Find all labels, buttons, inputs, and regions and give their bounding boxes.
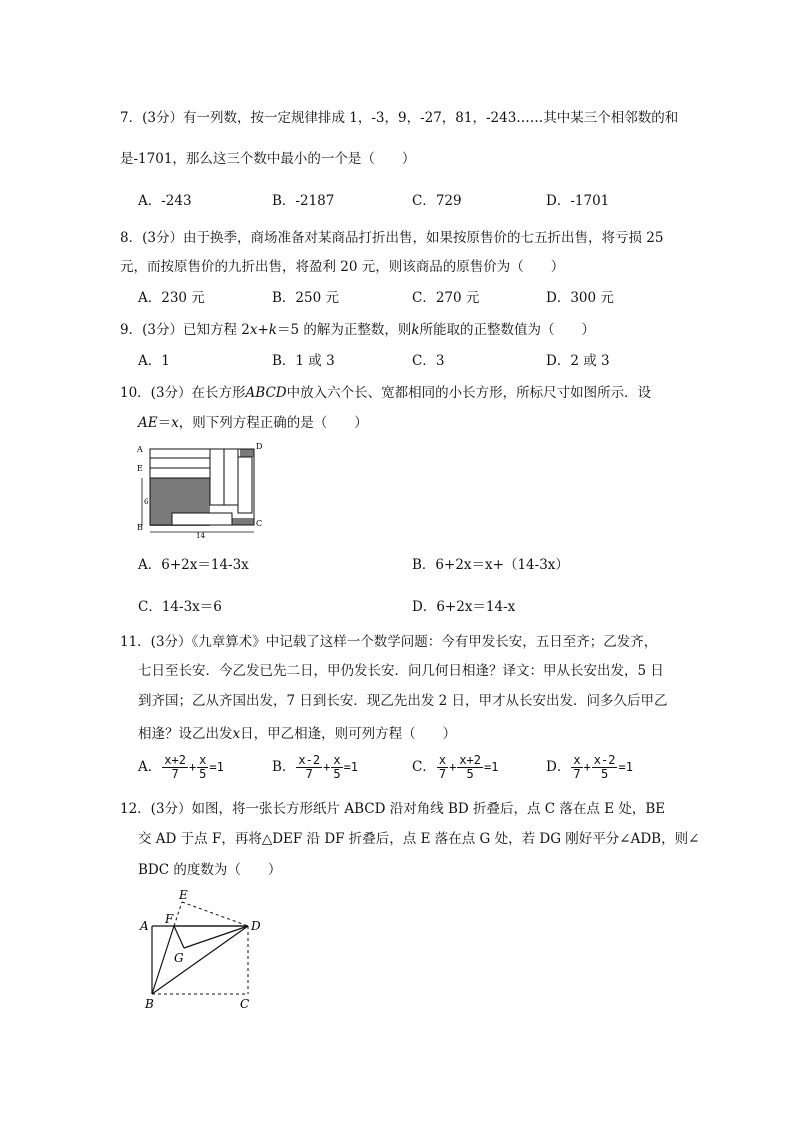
q9-option-a[interactable]: A．1	[138, 353, 170, 369]
q11-line4-pre: 相逢？设乙出发	[138, 726, 233, 742]
q11-option-a-frac2: $\frac{x}{5}$	[199, 753, 207, 781]
q9-var-x: x	[249, 322, 258, 338]
q10-label-6: 6	[144, 498, 149, 506]
q11-option-b-frac1: $\frac{x-2}{7}$	[298, 753, 321, 781]
q10-small-rect-6	[172, 513, 232, 525]
q10-abcd: ABCD	[245, 385, 287, 401]
q8-option-d[interactable]: D．300 元	[546, 290, 614, 306]
q7-line2: 是-1701，那么这三个数中最小的一个是（ ）	[120, 151, 416, 167]
q10-label-e: E	[137, 464, 143, 473]
q11-option-c-frac1: $\frac{x}{7}$	[438, 753, 447, 781]
q12-line1: 12．(3分）如图，将一张长方形纸片 ABCD 沿对角线 BD 折叠后，点 C 落在点 E 处，BE	[120, 801, 666, 817]
q8-line1: 8．(3分）由于换季，商场准备对某商品打折出售，如果按原售价的七五折出售，将亏损 25	[120, 230, 664, 246]
q11-option-c-label: C．	[412, 759, 436, 775]
q12-segment-fe	[174, 902, 182, 926]
q10-option-d[interactable]: D．6+2x＝14-x	[412, 599, 516, 615]
q10-label-14: 14	[196, 532, 205, 540]
q12-figure	[134, 886, 274, 1014]
q10-ae: AE	[138, 415, 158, 431]
q10-eq: ＝	[157, 415, 172, 431]
q12-segment-ed	[182, 902, 248, 926]
q12-segment-fg	[174, 926, 184, 948]
q10-label-c: C	[256, 519, 263, 528]
q11-option-d-frac2: $\frac{x-2}{5}$	[593, 753, 616, 781]
q11-line2: 七日至长安．今乙发已先二日，甲仍发长安．问几何日相逢？译文：甲从长安出发，5 日	[138, 663, 664, 679]
q11-x: x	[232, 726, 241, 742]
q12-segment-gd	[184, 926, 248, 948]
q8-option-b[interactable]: B．250 元	[272, 290, 339, 306]
q10-small-rect-5	[238, 457, 252, 513]
q11-option-d-label: D．	[546, 759, 571, 775]
q12-label-b: B	[145, 997, 154, 1011]
q10-option-c[interactable]: C．14-3x＝6	[138, 599, 222, 615]
q11-option-b-frac2: $\frac{x}{5}$	[333, 753, 341, 781]
q7-option-b[interactable]: B．-2187	[272, 193, 335, 209]
q11-option-c-frac2: $\frac{x+2}{5}$	[459, 753, 481, 781]
q9-stem	[120, 320, 595, 340]
q12-label-d: D	[251, 919, 261, 933]
q11-option-a[interactable]: A． $\frac{x+2}{7}$ + $\frac{x}{5}$ =1	[138, 753, 224, 781]
q8-option-c[interactable]: C．270 元	[412, 290, 480, 306]
q12-label-e: E	[179, 888, 188, 902]
q11-line1: 11．(3分）《九章算术》中记载了这样一个数学问题：今有甲发长安，五日至齐；乙发齐，	[120, 634, 658, 650]
q11-option-d[interactable]: D． $\frac{x}{7}$ + $\frac{x-2}{5}$ =1	[546, 753, 633, 781]
q11-option-d-frac1: $\frac{x}{7}$	[573, 753, 581, 781]
q10-shaded-region-bottom-right	[232, 518, 254, 525]
q9-option-c[interactable]: C．3	[412, 353, 445, 369]
q12-segment-bf	[152, 926, 174, 994]
q11-line3: 到齐国；乙从齐国出发，7 日到长安．现乙先出发 2 日，甲才从长安出发．问多久后甲乙	[138, 693, 668, 709]
q11-option-c[interactable]: C． $\frac{x}{7}$ + $\frac{x+2}{5}$ =1	[412, 753, 499, 781]
q10-line1-pre: 10．(3分）在长方形	[120, 385, 246, 401]
q8-option-a[interactable]: A．230 元	[138, 290, 205, 306]
q9-option-b[interactable]: B．1 或 3	[272, 353, 335, 369]
q9-stem-mid: ＝5 的解为正整数，则	[276, 322, 412, 338]
q12-diagonal-bd	[152, 926, 248, 994]
q10-option-b[interactable]: B．6+2x＝x+（14-3x）	[412, 557, 569, 573]
q7-option-a[interactable]: A．-243	[138, 193, 192, 209]
q11-option-b[interactable]: B． $\frac{x-2}{7}$ + $\frac{x}{5}$ =1	[272, 753, 359, 781]
q12-line3: BDC 的度数为（ ）	[138, 862, 282, 878]
q9-var-k: k	[268, 322, 277, 338]
q10-option-a[interactable]: A．6+2x＝14-3x	[138, 557, 249, 573]
q11-option-b-label: B．	[272, 759, 296, 775]
q10-small-rect-1	[150, 458, 210, 468]
q11-option-a-frac1: $\frac{x+2}{7}$	[164, 753, 186, 781]
q12-label-g: G	[174, 951, 184, 965]
q10-small-rect-3	[210, 449, 224, 505]
q8-line2: 元，而按原售价的九折出售，将盈利 20 元，则该商品的原售价为（ ）	[120, 259, 565, 275]
q7-line1: 7．(3分）有一列数，按一定规律排成 1，-3，9，-27，81，-243……其中某三个相邻数的和	[120, 110, 679, 126]
q10-line1-post: 中放入六个长、宽都相同的小长方形，所标尺寸如图所示．设	[286, 385, 652, 401]
q11-option-a-label: A．	[138, 759, 162, 775]
q12-label-a: A	[140, 919, 149, 933]
q10-label-b: B	[137, 523, 143, 532]
q12-line2: 交 AD 于点 F，再将△DEF 沿 DF 折叠后，点 E 落在点 G 处，若 DG 刚好平分∠ADB，则∠	[138, 831, 700, 847]
q10-small-rect-2	[150, 468, 210, 478]
q10-label-a: A	[137, 445, 143, 454]
q7-option-c[interactable]: C．729	[412, 193, 462, 209]
q10-line2	[138, 413, 368, 433]
q10-figure	[136, 440, 266, 540]
q9-var-k2: k	[411, 322, 420, 338]
q12-label-c: C	[240, 997, 250, 1011]
q7-option-d[interactable]: D．-1701	[546, 193, 610, 209]
q9-option-d[interactable]: D．2 或 3	[546, 353, 610, 369]
q10-small-rect-4	[224, 449, 238, 505]
q9-stem-pre: 9．(3分）已知方程 2	[120, 322, 250, 338]
q10-label-d: D	[256, 442, 263, 451]
q9-stem-post: 所能取的正整数值为（ ）	[419, 322, 596, 338]
q10-line1	[120, 383, 651, 403]
q10-shaded-region-top-right	[240, 449, 254, 457]
q10-line2-post: ，则下列方程正确的是（ ）	[178, 415, 368, 431]
q10-x: x	[171, 415, 179, 431]
q11-line4	[138, 724, 456, 744]
q12-label-f: F	[165, 912, 174, 926]
q9-plus: +	[257, 322, 269, 338]
q11-line4-post: 日，甲乙相逢，则可列方程（ ）	[240, 726, 457, 742]
